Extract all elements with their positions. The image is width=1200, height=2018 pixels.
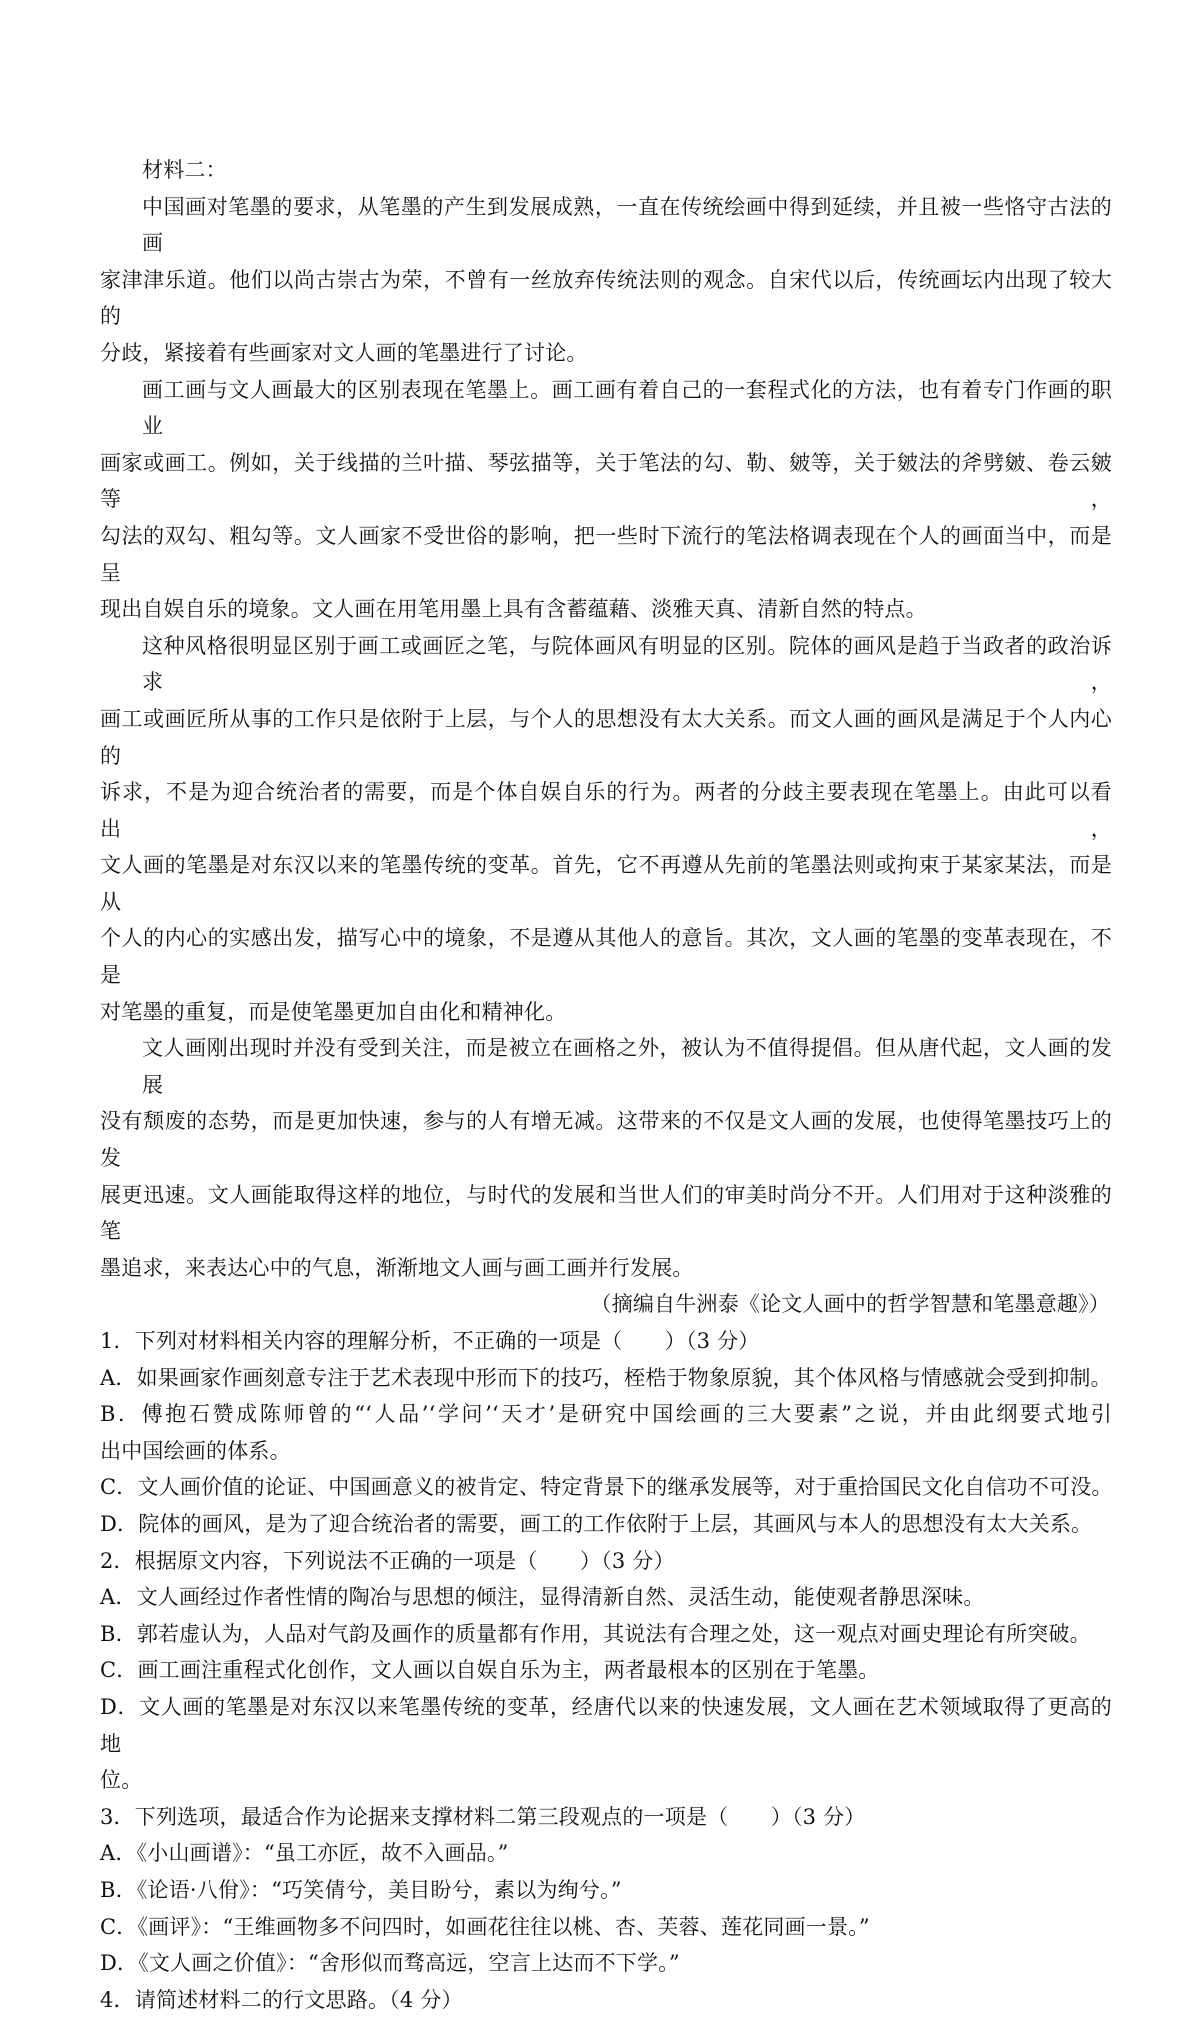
paragraph-line: 中国画对笔墨的要求，从笔墨的产生到发展成熟，一直在传统绘画中得到延续，并且被一些恪守古法的画 (142, 194, 1112, 256)
option-line: D．院体的画风，是为了迎合统治者的需要，画工的工作依附于上层，其画风与本人的思想没有太大关系。 (100, 1511, 1093, 1536)
answer-option (100, 1689, 1112, 1799)
option-line: A．如果画家作画刻意专注于艺术表现中形而下的技巧，桎梏于物象原貌，其个体风格与情感就会受到抑制。 (100, 1365, 1112, 1390)
paragraph-line: 展更迅速。文人画能取得这样的地位，与时代的发展和当世人们的审美时尚分不开。人们用对于这种淡雅的笔 (100, 1182, 1112, 1244)
option-line: C．画工画注重程式化创作，文人画以自娱自乐为主，两者最根本的区别在于笔墨。 (100, 1658, 880, 1683)
question-stem: 4．请简述材料二的行文思路。（4 分） (100, 1987, 463, 2012)
option-line: C．文人画价值的论证、中国画意义的被肯定、特定背景下的继承发展等，对于重拾国民文化自信功不可没。 (100, 1475, 1113, 1500)
question (100, 1982, 1112, 2018)
material-title: 材料二： (142, 158, 227, 182)
question-stem: 1．下列对材料相关内容的理解分析，不正确的一项是（ ）（3 分） (100, 1329, 760, 1353)
option-line: B．傅抱石赞成陈师曾的“‘人品’‘学问’‘天才’是研究中国绘画的三大要素”之说，并由此纲要式地引 (100, 1402, 1112, 1427)
paragraph-line: 画工画与文人画最大的区别表现在笔墨上。画工画有着自己的一套程式化的方法，也有着专门作画的职业 (142, 377, 1112, 439)
answer-option (100, 1579, 1112, 1616)
answer-option (100, 1469, 1112, 1506)
paragraph-line: 文人画刚出现时并没有受到关注，而是被立在画格之外，被认为不值得提倡。但从唐代起，文人画的发展 (142, 1036, 1112, 1097)
answer-option (100, 1616, 1112, 1653)
answer-option (100, 1396, 1112, 1469)
paragraph-line: 墨追求，来表达心中的气息，渐渐地文人画与画工画并行发展。 (100, 1255, 694, 1280)
option-line: A．文人画经过作者性情的陶冶与思想的倾注，显得清新自然、灵活生动，能使观者静思深味。 (100, 1585, 985, 1610)
answer-option (100, 1360, 1112, 1397)
option-line: B．郭若虚认为，人品对气韵及画作的质量都有作用，其说法有合理之处，这一观点对画史理论有所突破。 (100, 1621, 1091, 1646)
option-line: D．文人画的笔墨是对东汉以来笔墨传统的变革，经唐代以来的快速发展，文人画在艺术领域取得了更高的地 (100, 1694, 1112, 1756)
answer-option (100, 1909, 1112, 1946)
paragraph-line: 这种风格很明显区别于画工或画匠之笔，与院体画风有明显的区别。院体的画风是趋于当政者的政治诉求， (142, 633, 1112, 695)
question-stem: 2．根据原文内容，下列说法不正确的一项是（ ）（3 分） (100, 1548, 675, 1573)
paragraph-line: 现出自娱自乐的境象。文人画在用笔用墨上具有含蓄蕴藉、淡雅天真、清新自然的特点。 (100, 597, 927, 622)
question (100, 1323, 1112, 1543)
option-line: B．《论语·八佾》：“巧笑倩兮，美目盼兮，素以为绚兮。” (100, 1877, 622, 1902)
paragraph-line: 家津津乐道。他们以尚古崇古为荣，不曾有一丝放弃传统法则的观念。自宋代以后，传统画坛内出现了较大的 (100, 267, 1112, 329)
paragraph-line: 对笔墨的重复，而是使笔墨更加自由化和精神化。 (100, 999, 567, 1024)
question (100, 1799, 1112, 1982)
answer-option (100, 1835, 1112, 1872)
answer-option (100, 1945, 1112, 1982)
option-line: C．《画评》：“王维画物多不问四时，如画花往往以桃、杏、芙蓉、莲花同画一景。” (100, 1914, 870, 1939)
paragraph-line: 诉求，不是为迎合统治者的需要，而是个体自娱自乐的行为。两者的分歧主要表现在笔墨上。由此可以看出， (100, 780, 1112, 841)
answer-option (100, 1506, 1112, 1543)
question-list (100, 1323, 1112, 2018)
option-line: D．《文人画之价值》：“舍形似而骛高远，空言上达而不下学。” (100, 1951, 680, 1976)
option-line: 位。 (100, 1768, 143, 1793)
answer-option (100, 1872, 1112, 1909)
paragraph (100, 628, 1112, 1031)
exam-page (100, 152, 1112, 2018)
passage (100, 189, 1112, 1287)
paragraph-line: 勾法的双勾、粗勾等。文人画家不受世俗的影响，把一些时下流行的笔法格调表现在个人的画面当中，而是呈 (100, 523, 1112, 585)
option-line: 出中国绘画的体系。 (100, 1438, 291, 1463)
paragraph (100, 189, 1112, 372)
paragraph-line: 文人画的笔墨是对东汉以来的笔墨传统的变革。首先，它不再遵从先前的笔墨法则或拘束于某家某法，而是从 (100, 853, 1112, 914)
paragraph-line: 分歧，紧接着有些画家对文人画的笔墨进行了讨论。 (100, 340, 588, 365)
paragraph (100, 1030, 1112, 1286)
option-line: A．《小山画谱》：“虽工亦匠，故不入画品。” (100, 1841, 509, 1866)
paragraph-line: 没有颓废的态势，而是更加快速，参与的人有增无减。这带来的不仅是文人画的发展，也使得笔墨技巧上的发 (100, 1109, 1112, 1171)
question (100, 1543, 1112, 1799)
paragraph-line: 画家或画工。例如，关于线描的兰叶描、琴弦描等，关于笔法的勾、勒、皴等，关于皴法的斧劈皴、卷云皴等， (100, 450, 1112, 512)
paragraph-line: 画工或画匠所从事的工作只是依附于上层，与个人的思想没有太大关系。而文人画的画风是满足于个人内心的 (100, 706, 1112, 768)
answer-option (100, 1652, 1112, 1689)
source-citation: （摘编自牛洲泰《论文人画中的哲学智慧和笔墨意趣》） (590, 1292, 1110, 1317)
paragraph (100, 372, 1112, 628)
question-stem: 3．下列选项，最适合作为论据来支撑材料二第三段观点的一项是（ ）（3 分） (100, 1804, 866, 1829)
paragraph-line: 个人的内心的实感出发，描写心中的境象，不是遵从其他人的意旨。其次，文人画的笔墨的变革表现在，不是 (100, 926, 1112, 988)
